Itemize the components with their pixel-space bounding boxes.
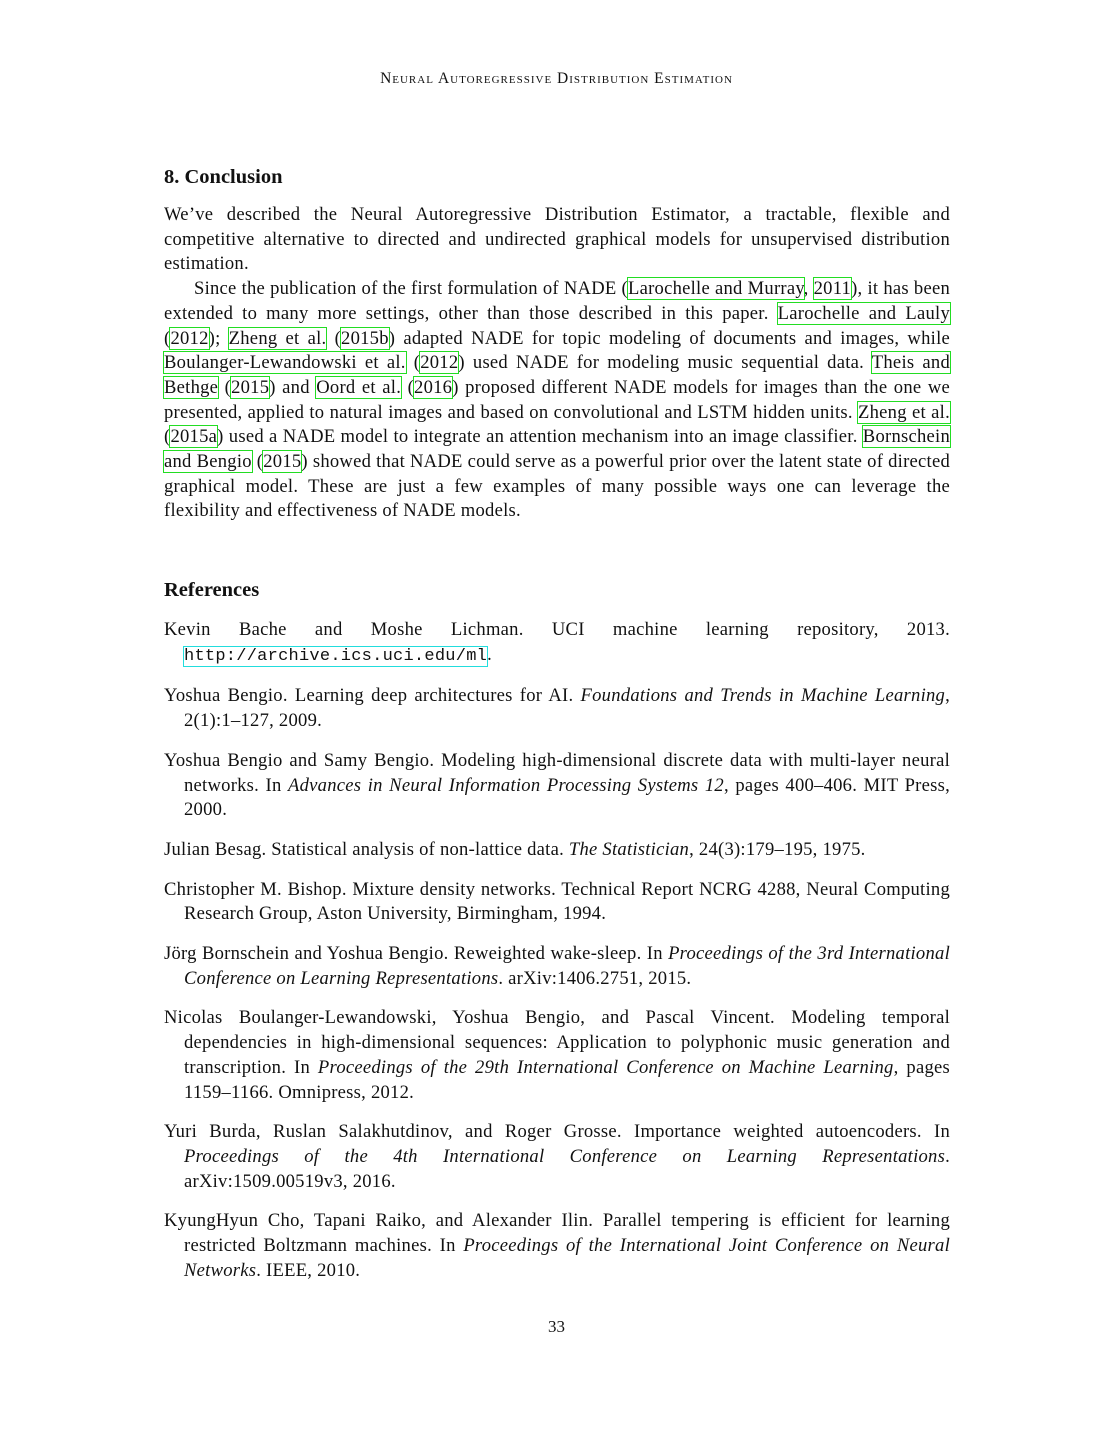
text-run: Yoshua Bengio and Samy Bengio. Modeling high-dimensional discrete data with multi-layer neural networks. In	[164, 749, 950, 796]
reference-item	[164, 838, 950, 863]
text-run: (	[251, 451, 264, 473]
text-run: (	[405, 352, 421, 374]
text-run: Jörg Bornschein and Yoshua Bengio. Reweighted wake-sleep. In	[164, 943, 669, 965]
citation-link[interactable]: Larochelle and Murray	[627, 278, 804, 300]
text-run: ) used a NADE model to integrate an attention mechanism into an image classifier.	[217, 426, 863, 448]
conclusion-section	[164, 166, 950, 524]
text-run: (	[401, 376, 415, 398]
text-run: , pages 1159–1166. Omnipress, 2012.	[184, 1056, 950, 1103]
text-run: Kevin Bache and Moshe Lichman. UCI machine learning repository, 2013.	[164, 619, 950, 640]
reference-item	[164, 684, 950, 733]
text-run: (	[326, 327, 342, 349]
citation-link[interactable]: 2012	[420, 352, 459, 374]
text-run: Yoshua Bengio. Learning deep architectures for AI.	[164, 685, 581, 707]
reference-item	[164, 1006, 950, 1105]
text-run: );	[208, 327, 229, 349]
citation-link[interactable]: 2012	[170, 327, 209, 349]
references-title: References	[164, 579, 260, 601]
citation-link[interactable]: 2015a	[170, 426, 218, 448]
running-head: Neural Autoregressive Distribution Estimation	[380, 70, 733, 87]
text-run: . arXiv:1406.2751, 2015.	[498, 967, 692, 989]
reference-list	[164, 618, 950, 1283]
citation-link[interactable]: Boulanger-Lewandowski et al.	[164, 352, 406, 374]
paragraph	[164, 203, 950, 277]
venue-text: Foundations and Trends in Machine Learning	[580, 685, 946, 707]
text-run: ) proposed different NADE models for images than the one we presented, applied to natural images and based on convolutional and LSTM hidden units.	[164, 376, 951, 423]
text-run: Julian Besag. Statistical analysis of non-lattice data.	[164, 838, 569, 860]
citation-link[interactable]: Zheng et al.	[858, 401, 950, 423]
venue-text: Proceedings of the 3rd International Conference on Learning Representations	[184, 943, 950, 989]
citation-link[interactable]: Theis and Bethge	[164, 352, 950, 398]
reference-item	[164, 1209, 950, 1283]
text-run: ,	[803, 278, 814, 300]
text-run: Since the publication of the first formulation of NADE (	[194, 278, 628, 300]
text-run: , 2(1):1–127, 2009.	[184, 685, 951, 732]
citation-link[interactable]: 2015b	[341, 327, 389, 349]
paragraph	[164, 277, 950, 524]
text-run: .	[487, 643, 493, 665]
venue-text: The Statistician	[568, 838, 690, 860]
venue-text: Proceedings of the 29th International Conference on Machine Learning	[317, 1056, 894, 1078]
section-title: 8. Conclusion	[164, 166, 283, 188]
venue-text: Proceedings of the International Joint Conference on Neural Networks	[184, 1235, 950, 1281]
venue-text: Proceedings of the 4th International Conference on Learning Representations	[184, 1145, 946, 1167]
citation-link[interactable]: 2015	[231, 376, 270, 398]
text-run: . arXiv:1509.00519v3, 2016.	[184, 1145, 950, 1192]
venue-text: Advances in Neural Information Processing Systems 12	[288, 774, 724, 796]
conclusion-body	[164, 203, 950, 524]
reference-item	[164, 942, 950, 991]
page-number: 33	[548, 1317, 565, 1336]
reference-item	[164, 878, 950, 927]
citation-link[interactable]: Larochelle and Lauly	[777, 302, 950, 324]
text-run: Christopher M. Bishop. Mixture density networks. Technical Report NCRG 4288, Neural Computing Research Group, Aston University, Birmingham, 1994.	[164, 878, 950, 925]
text-run: KyungHyun Cho, Tapani Raiko, and Alexander Ilin. Parallel tempering is efficient for learning restricted Boltzmann machines. In	[164, 1210, 950, 1257]
citation-link[interactable]: 2015	[263, 451, 302, 473]
text-run: ) and	[269, 376, 317, 398]
text-run: , 24(3):179–195, 1975.	[689, 838, 866, 860]
citation-link[interactable]: 2016	[414, 376, 453, 398]
citation-link[interactable]: Zheng et al.	[228, 327, 327, 349]
reference-item	[164, 618, 950, 669]
text-run: (	[218, 376, 232, 398]
text-run: ) used NADE for modeling music sequential data.	[458, 352, 872, 374]
reference-item	[164, 749, 950, 823]
url-link[interactable]: http://archive.ics.uci.edu/ml	[184, 646, 488, 666]
citation-link[interactable]: Oord et al.	[316, 376, 402, 398]
text-run: Yuri Burda, Ruslan Salakhutdinov, and Roger Grosse. Importance weighted autoencoders. In	[164, 1121, 950, 1143]
references-section	[164, 579, 950, 1298]
citation-link[interactable]: 2011	[813, 278, 852, 300]
text-run: , pages 400–406. MIT Press, 2000.	[184, 774, 950, 821]
text-run: ) adapted NADE for topic modeling of documents and images, while	[388, 327, 950, 349]
text-run: (	[164, 426, 171, 448]
text-run: We’ve described the Neural Autoregressive Distribution Estimator, a tractable, flexible and competitive alternative to directed and undirected graphical models for unsupervised distribution estimation.	[164, 204, 950, 275]
text-run: (	[164, 327, 171, 349]
text-run: ) showed that NADE could serve as a powerful prior over the latent state of directed graphical model. These are just a few examples of many possible ways one can leverage the flexibility and effectiveness of NADE models.	[164, 451, 950, 522]
citation-link[interactable]: Bornschein and Bengio	[164, 426, 950, 473]
text-run: . IEEE, 2010.	[256, 1259, 361, 1281]
text-run: ), it has been extended to many more settings, other than those described in this paper.	[164, 278, 951, 324]
reference-item	[164, 1120, 950, 1194]
text-run: Nicolas Boulanger-Lewandowski, Yoshua Bengio, and Pascal Vincent. Modeling temporal dependencies in high-dimensional sequences: Application to polyphonic music generation and transcription. In	[164, 1007, 950, 1078]
